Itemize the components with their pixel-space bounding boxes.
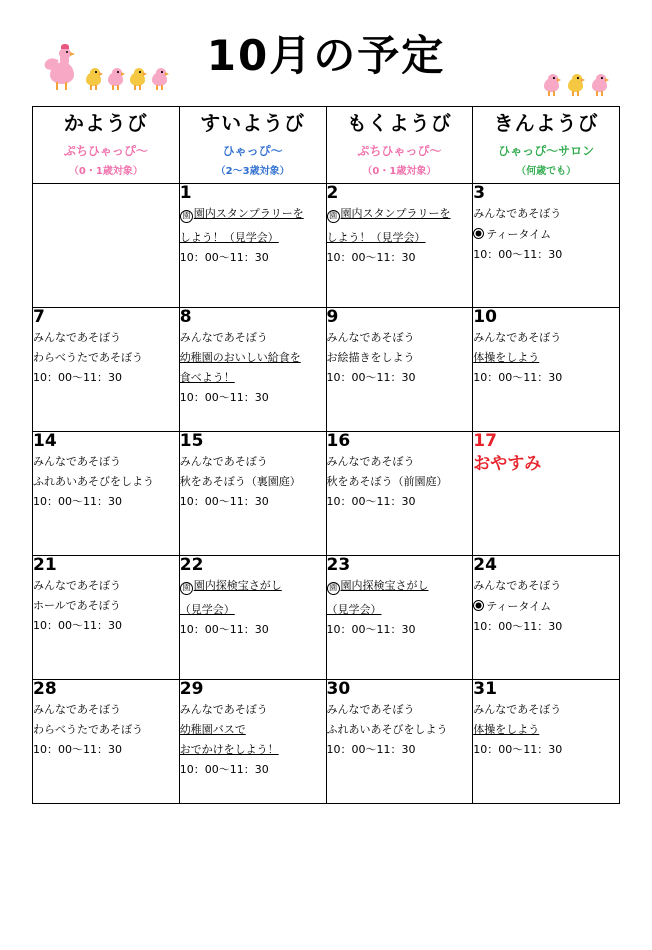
event-text [327, 456, 473, 467]
event-label: 10：00～11：30 [179, 622, 269, 636]
column-header-name: かようび [63, 111, 148, 135]
school-mark-icon: 園 [327, 210, 340, 223]
event-label: 幼稚園のおいしい給食を [179, 350, 301, 364]
column-header-sub2: （0・1歳対象） [68, 166, 143, 177]
event-text [33, 744, 179, 755]
event-text [33, 456, 179, 467]
event-text [473, 744, 619, 755]
event-text [473, 600, 619, 612]
chick-icon [84, 68, 104, 92]
day-number: 30 [326, 679, 351, 699]
event-label: おでかけをしよう！ [179, 742, 279, 756]
event-text [180, 724, 326, 735]
calendar-week-row [33, 680, 620, 804]
column-header-name: きんようび [493, 111, 599, 135]
event-text [327, 332, 473, 343]
calendar-cell-day-14 [33, 432, 180, 556]
event-label: 10：00～11：30 [326, 494, 416, 508]
hen-icon [46, 46, 80, 92]
event-label: 園内スタンプラリーを [193, 206, 304, 220]
event-text [473, 208, 619, 219]
calendar-body [33, 184, 620, 804]
event-label: みんなであそぼう [179, 330, 268, 344]
event-text [327, 252, 473, 263]
day-number: 24 [473, 555, 497, 575]
event-label: （見学会） [326, 602, 382, 616]
event-label: みんなであそぼう [473, 330, 562, 344]
chicks-icon [542, 74, 610, 98]
event-text [473, 580, 619, 591]
chick-icon [542, 74, 562, 98]
event-label: 10：00～11：30 [326, 622, 416, 636]
calendar-cell-day-24 [473, 556, 620, 680]
event-text [327, 372, 473, 383]
column-header-sub: ぷちひゃっぴ～ [357, 144, 442, 158]
event-text [327, 724, 473, 735]
calendar-cell-day-15 [179, 432, 326, 556]
tea-dot-icon [473, 228, 484, 239]
event-label: 幼稚園バスで [179, 722, 246, 736]
page-header [0, 0, 652, 106]
event-label: 園内スタンプラリーを [340, 206, 451, 220]
calendar-cell-day-1 [179, 184, 326, 308]
event-label: みんなであそぼう [179, 454, 268, 468]
day-number: 23 [326, 555, 351, 575]
day-number: 29 [179, 679, 204, 699]
event-label: 10：00～11：30 [179, 390, 269, 404]
calendar-cell-day-17 [473, 432, 620, 556]
event-label: 10：00～11：30 [326, 742, 416, 756]
event-text [180, 456, 326, 467]
event-text [473, 453, 619, 474]
event-text [473, 249, 619, 260]
column-header-sub: ひゃっぴ～ [222, 144, 283, 158]
column-header-thursday [326, 107, 473, 184]
event-label: ふれあいあそびをしよう [33, 474, 154, 488]
column-header-sub2: （0・1歳対象） [362, 166, 437, 177]
event-text [180, 496, 326, 507]
day-number: 15 [179, 431, 204, 451]
day-number: 3 [473, 183, 486, 203]
event-text [327, 496, 473, 507]
chick-icon [150, 68, 170, 92]
event-label: みんなであそぼう [33, 330, 121, 344]
page-title: 10月の予定 [206, 31, 446, 80]
column-header-tuesday [33, 107, 180, 184]
event-label: 10：00～11：30 [179, 494, 269, 508]
calendar-cell-day-31 [473, 680, 620, 804]
event-label: 食べよう！ [179, 370, 235, 384]
calendar-week-row [33, 556, 620, 680]
event-label: 体操をしよう [473, 722, 540, 736]
chick-icon [590, 74, 610, 98]
calendar-cell-day-10 [473, 308, 620, 432]
day-number: 14 [33, 431, 57, 451]
event-text [327, 624, 473, 635]
event-label: 10：00～11：30 [473, 742, 563, 756]
day-number: 21 [33, 555, 57, 575]
event-label: 秋をあそぼう（裏園庭） [179, 474, 301, 488]
day-number: 16 [326, 431, 351, 451]
day-number: 10 [473, 307, 497, 327]
day-number: 7 [33, 307, 45, 327]
day-number: 8 [179, 307, 192, 327]
column-header-sub2: （2～3歳対象） [215, 166, 290, 177]
event-text [33, 352, 179, 363]
calendar-cell-day-3 [473, 184, 620, 308]
event-label: みんなであそぼう [326, 454, 415, 468]
day-number: 31 [473, 679, 497, 699]
calendar-cell-day-16 [326, 432, 473, 556]
event-text [327, 744, 473, 755]
event-text [33, 580, 179, 591]
event-text [180, 332, 326, 343]
event-text [473, 332, 619, 343]
event-text [473, 352, 619, 363]
day-number: 2 [326, 183, 339, 203]
school-mark-icon: 園 [180, 582, 193, 595]
column-header-sub: ぷちひゃっぴ～ [63, 144, 148, 158]
event-text [33, 600, 179, 611]
calendar-week-row [33, 308, 620, 432]
event-label: 10：00～11：30 [179, 250, 269, 264]
event-label: 10：00～11：30 [33, 618, 122, 632]
event-label: みんなであそぼう [179, 702, 268, 716]
event-text [33, 704, 179, 715]
event-text [327, 704, 473, 715]
event-label: 10：00～11：30 [473, 370, 563, 384]
calendar-cell-day-29 [179, 680, 326, 804]
school-mark-icon: 園 [180, 210, 193, 223]
event-label: ホールであそぼう [33, 598, 121, 612]
event-text [473, 372, 619, 383]
event-text [180, 208, 326, 223]
event-text [180, 476, 326, 487]
chick-icon [106, 68, 126, 92]
event-label: わらべうたであそぼう [33, 350, 143, 364]
event-label: 10：00～11：30 [473, 619, 563, 633]
event-label: 園内探検宝さがし [340, 578, 429, 592]
column-header-name: もくようび [346, 111, 452, 135]
event-label: しよう！（見学会） [179, 230, 279, 244]
event-text [180, 764, 326, 775]
event-text [180, 624, 326, 635]
hen-and-chicks-icon [46, 46, 170, 92]
event-text [473, 621, 619, 632]
column-header-sub: ひゃっぴ～サロン [498, 144, 595, 158]
event-text [33, 372, 179, 383]
calendar-table [32, 106, 620, 804]
event-label: 10：00～11：30 [33, 494, 122, 508]
chick-icon [566, 74, 586, 98]
column-header-sub2: （何歳でも） [516, 166, 577, 177]
event-label: （見学会） [179, 602, 235, 616]
event-text [180, 352, 326, 363]
event-text [180, 604, 326, 615]
event-text [473, 704, 619, 715]
event-text [327, 476, 473, 487]
event-text [33, 476, 179, 487]
calendar-cell-day-28 [33, 680, 180, 804]
column-header-name: すいようび [200, 111, 306, 135]
event-label: 園内探検宝さがし [193, 578, 282, 592]
event-label: お絵描きをしよう [326, 350, 415, 364]
event-label: みんなであそぼう [326, 702, 415, 716]
event-label: 10：00～11：30 [33, 742, 122, 756]
calendar-cell-day-22 [179, 556, 326, 680]
calendar-cell-empty [33, 184, 180, 308]
event-label: みんなであそぼう [33, 702, 121, 716]
calendar-cell-day-9 [326, 308, 473, 432]
chick-icon [128, 68, 148, 92]
event-label: ふれあいあそびをしよう [326, 722, 448, 736]
event-label: みんなであそぼう [473, 702, 562, 716]
calendar-cell-day-2 [326, 184, 473, 308]
day-number: 28 [33, 679, 57, 699]
event-text [473, 228, 619, 240]
calendar-week-row [33, 184, 620, 308]
event-text [180, 372, 326, 383]
event-label: わらべうたであそぼう [33, 722, 143, 736]
event-text [180, 704, 326, 715]
calendar-cell-day-8 [179, 308, 326, 432]
event-label: 10：00～11：30 [33, 370, 122, 384]
event-label: みんなであそぼう [473, 206, 562, 220]
event-text [327, 604, 473, 615]
day-number: 22 [179, 555, 204, 575]
calendar-wrapper [0, 106, 652, 804]
event-text [33, 620, 179, 631]
event-label: 10：00～11：30 [326, 250, 416, 264]
column-header-friday [473, 107, 620, 184]
event-text [473, 724, 619, 735]
event-text [327, 580, 473, 595]
event-text [327, 232, 473, 243]
calendar-header-row [33, 107, 620, 184]
calendar-cell-day-7 [33, 308, 180, 432]
event-label: 10：00～11：30 [179, 762, 269, 776]
event-label: 秋をあそぼう（前園庭） [326, 474, 448, 488]
event-label: みんなであそぼう [33, 578, 121, 592]
event-label: しよう！（見学会） [326, 230, 426, 244]
event-text [327, 352, 473, 363]
column-header-wednesday [179, 107, 326, 184]
event-text [327, 208, 473, 223]
event-text [33, 332, 179, 343]
event-label: ティータイム [486, 599, 552, 613]
event-label: ティータイム [486, 227, 552, 241]
day-number: 9 [326, 307, 339, 327]
event-text [180, 232, 326, 243]
event-label: 体操をしよう [473, 350, 540, 364]
tea-dot-icon [473, 600, 484, 611]
school-mark-icon: 園 [327, 582, 340, 595]
event-text [33, 724, 179, 735]
event-label: おやすみ [473, 453, 542, 474]
event-label: みんなであそぼう [473, 578, 562, 592]
event-label: みんなであそぼう [326, 330, 415, 344]
event-label: みんなであそぼう [33, 454, 121, 468]
event-text [180, 580, 326, 595]
calendar-cell-day-21 [33, 556, 180, 680]
event-text [33, 496, 179, 507]
calendar-cell-day-30 [326, 680, 473, 804]
event-label: 10：00～11：30 [473, 247, 563, 261]
event-text [180, 744, 326, 755]
event-text [180, 392, 326, 403]
day-number: 1 [179, 183, 192, 203]
calendar-week-row [33, 432, 620, 556]
calendar-cell-day-23 [326, 556, 473, 680]
day-number: 17 [473, 431, 497, 451]
event-text [180, 252, 326, 263]
event-label: 10：00～11：30 [326, 370, 416, 384]
